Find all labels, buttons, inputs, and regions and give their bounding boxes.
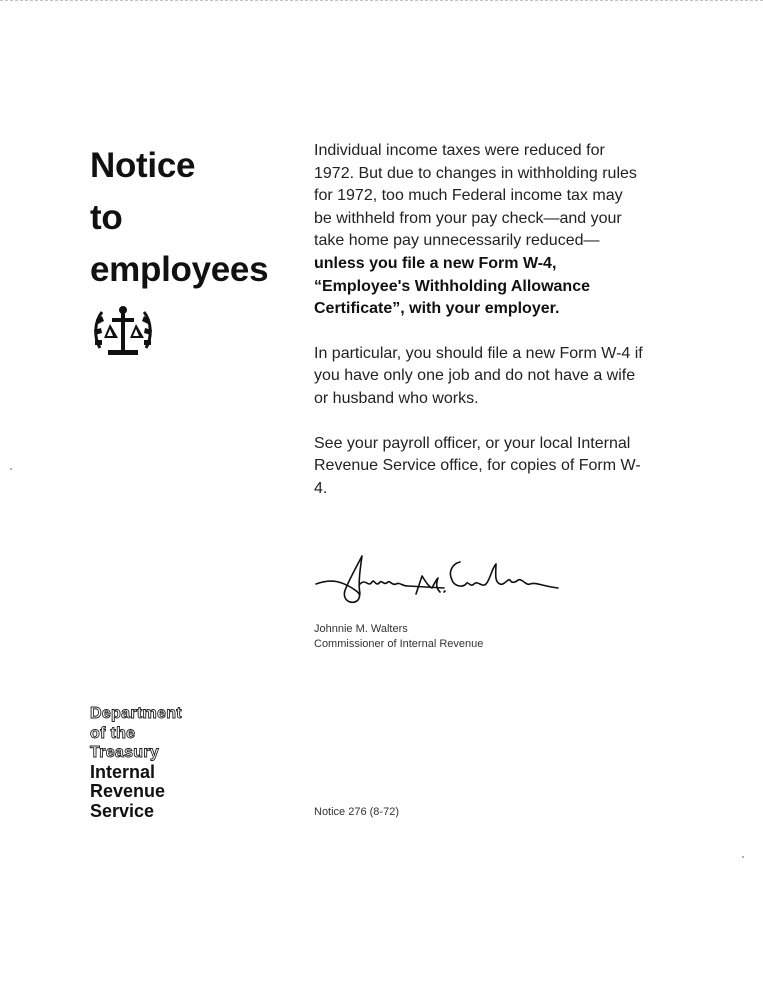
department-block xyxy=(90,704,182,821)
scan-speck xyxy=(10,468,12,470)
department-line-1: Department xyxy=(90,705,182,722)
scan-edge-artifact xyxy=(0,0,763,7)
irs-seal-icon xyxy=(90,300,156,360)
headline-line-1: Notice xyxy=(90,146,196,185)
paragraph-2: In particular, you should file a new Form W-4 if you have only one job and do not have a wife or husband who works. xyxy=(314,344,643,407)
signer-name: Johnnie M. Walters xyxy=(314,623,408,635)
headline xyxy=(90,140,290,296)
scan-speck xyxy=(742,856,744,858)
handwritten-signature xyxy=(312,548,572,608)
notice-body xyxy=(314,140,644,522)
notice-number: Notice 276 (8-72) xyxy=(314,806,399,818)
department-line-3: Treasury xyxy=(90,744,160,761)
paragraph-1-text: Individual income taxes were reduced for 1972. But due to changes in withholding rules for 1972, too much Federal income tax may be withheld from your pay check—and your take home pay unnecessarily reduced— xyxy=(314,142,637,250)
signer-title: Commissioner of Internal Revenue xyxy=(314,638,484,650)
department-line-5: Revenue xyxy=(90,781,166,801)
paragraph-1 xyxy=(314,140,644,321)
headline-line-3: employees xyxy=(90,250,269,289)
department-line-2: of the xyxy=(90,724,136,742)
paragraph-1-bold-text: unless you file a new Form W-4, “Employee's Withholding Allowance Certificate”, with your employer. xyxy=(314,254,590,318)
paragraph-3: See your payroll officer, or your local Internal Revenue Service office, for copies of Form W-4. xyxy=(314,434,641,497)
signer-block xyxy=(314,622,483,652)
department-line-4: Internal xyxy=(90,761,156,782)
department-line-6: Service xyxy=(90,800,155,821)
headline-line-2: to xyxy=(90,198,123,237)
